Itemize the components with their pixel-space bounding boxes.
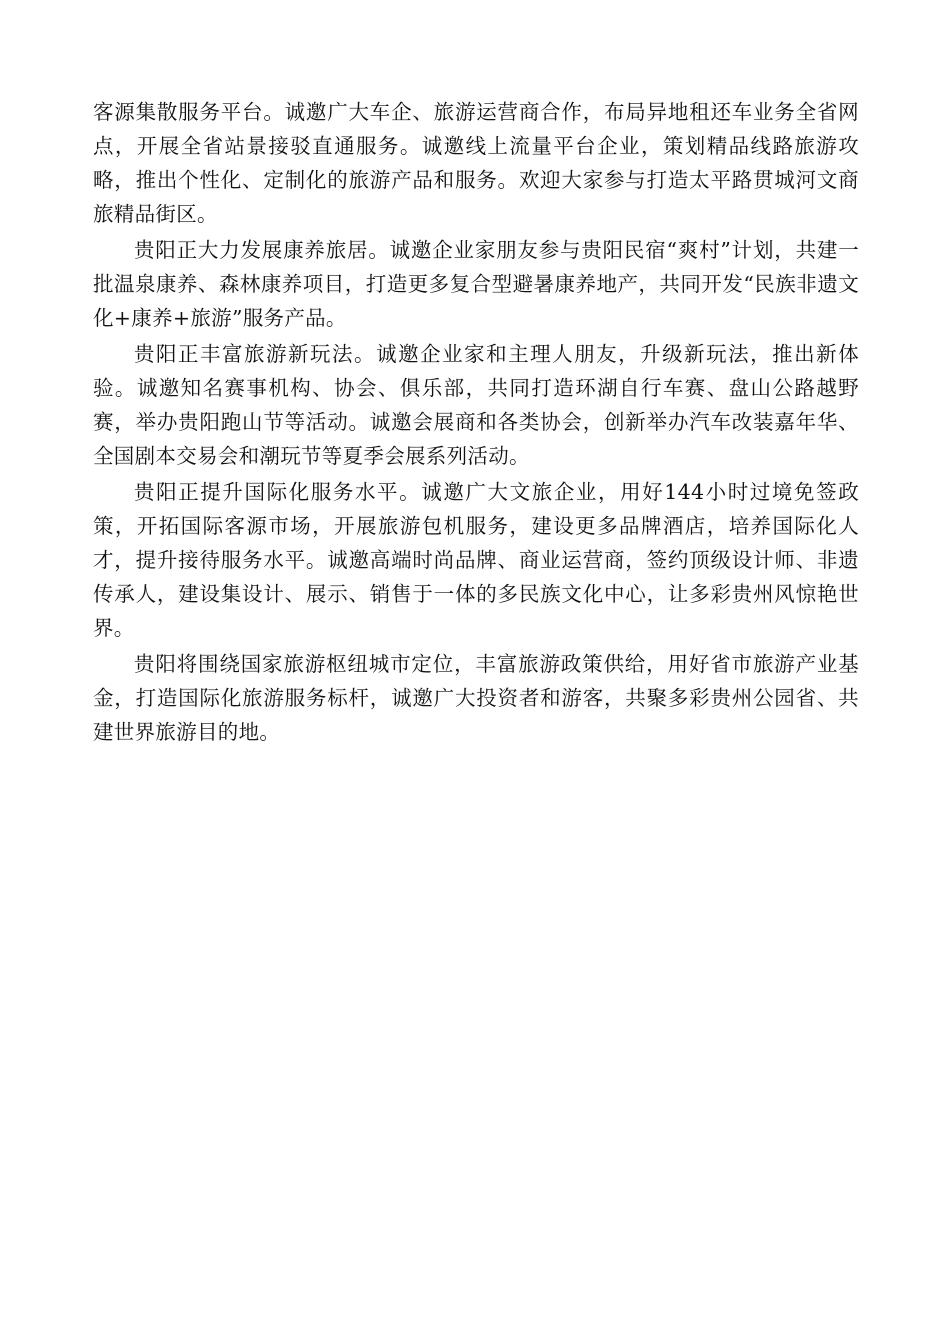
paragraph-4: 贵阳正提升国际化服务水平。诚邀广大文旅企业，用好144小时过境免签政策，开拓国际客源市场，开展旅游包机服务，建设更多品牌酒店，培养国际化人才，提升接待服务水平。诚邀高端时尚品牌、商业运营商，签约顶级设计师、非遗传承人，建设集设计、展示、销售于一体的多民族文化中心，让多彩贵州风惊艳世界。 [93, 480, 859, 640]
paragraph-3: 贵阳正丰富旅游新玩法。诚邀企业家和主理人朋友，升级新玩法，推出新体验。诚邀知名赛事机构、协会、俱乐部，共同打造环湖自行车赛、盘山公路越野赛，举办贵阳跑山节等活动。诚邀会展商和各类协会，创新举办汽车改装嘉年华、全国剧本交易会和潮玩节等夏季会展系列活动。 [93, 342, 859, 468]
document-body [93, 95, 859, 751]
paragraph-5: 贵阳将围绕国家旅游枢纽城市定位，丰富旅游政策供给，用好省市旅游产业基金，打造国际化旅游服务标杆，诚邀广大投资者和游客，共聚多彩贵州公园省、共建世界旅游目的地。 [93, 652, 859, 744]
paragraph-1: 客源集散服务平台。诚邀广大车企、旅游运营商合作，布局异地租还车业务全省网点，开展全省站景接驳直通服务。诚邀线上流量平台企业，策划精品线路旅游攻略，推出个性化、定制化的旅游产品和服务。欢迎大家参与打造太平路贯城河文商旅精品街区。 [93, 100, 859, 226]
paragraph-2: 贵阳正大力发展康养旅居。诚邀企业家朋友参与贵阳民宿“爽村”计划，共建一批温泉康养、森林康养项目，打造更多复合型避暑康养地产，共同开发“民族非遗文化+康养+旅游”服务产品。 [93, 238, 859, 330]
